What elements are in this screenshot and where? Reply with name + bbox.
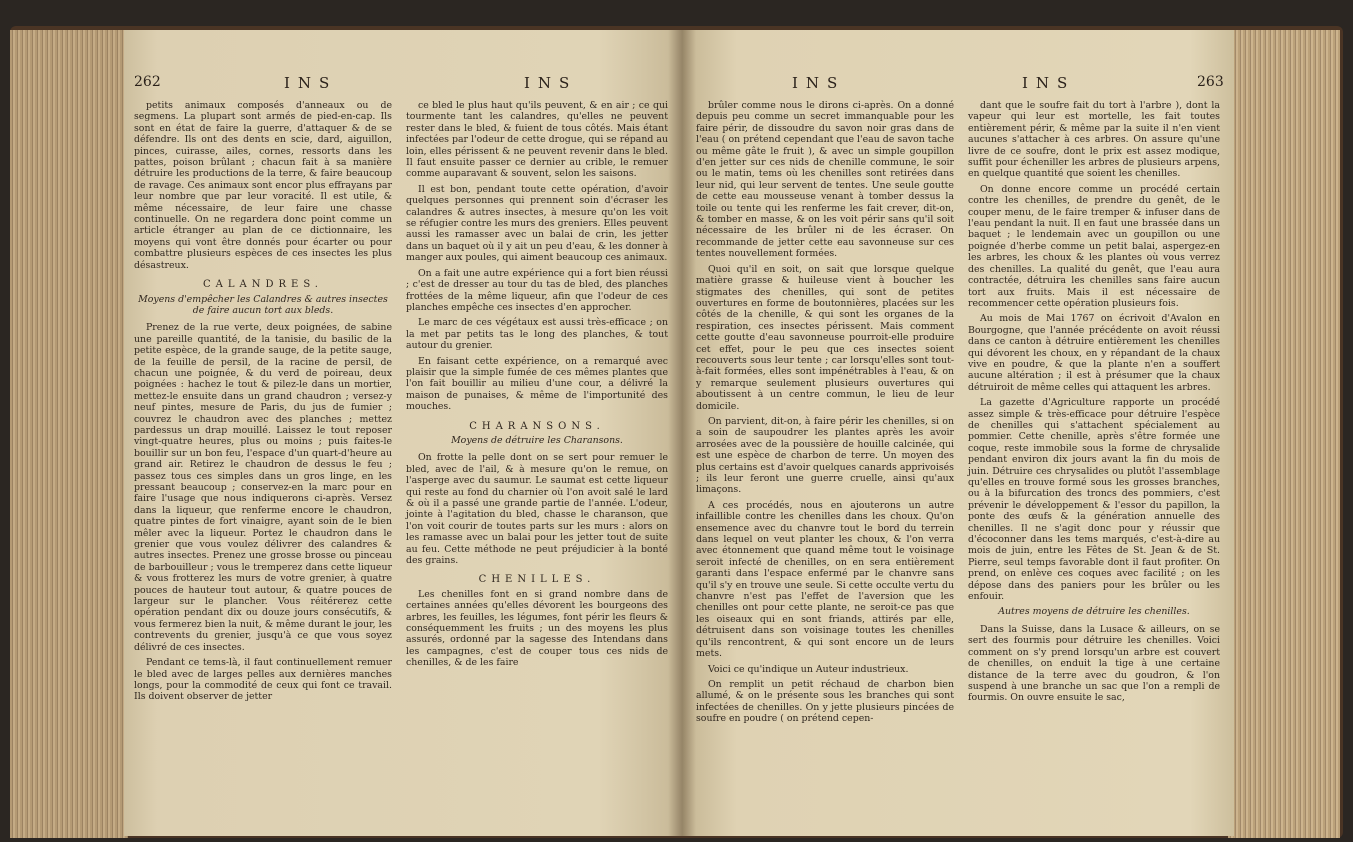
section-heading: CHENILLES. xyxy=(478,574,596,586)
running-head: INS xyxy=(792,74,846,92)
paragraph: Au mois de Mai 1767 on écrivoit d'Avalon en Bourgogne, que l'année précédente on avoit réussi dans ce canton à détruire entièrement les chenilles qui dévorent les choux, en y répandant de la chaux vive en poudre, & que la plante n'en a souffert aucune altération ; il est à présumer que la chaux détruiroit de même celles qui attaquent les arbres. xyxy=(968,313,1220,393)
paragraph: Les chenilles font en si grand nombre dans de certaines années qu'elles dévorent les bourgeons des arbres, les feuilles, les légumes, font périr les fleurs & conséquemment les fruits ; un des moyens les plus assurés, ordonné par la sagesse des Intendans dans les campagnes, c'est de couper tous ces nids de chenilles, & de les faire xyxy=(406,588,668,669)
paragraph: petits animaux composés d'anneaux ou de segmens. La plupart sont armés de pied-en-cap. Ils sont en état de faire la guerre, d'attaquer & de se défendre. Ils ont des dents en scie, dard, aiguillon, pinces, cuirasse, ailes, cornes, ressorts dans les pattes, poison brûlant ; chacun fait à sa manière détruire les productions de la terre, & faire beaucoup de ravage. Ces animaux sont encor plus effrayans par leur nombre que par leur voracité. Il est utile, & même nécessaire, de leur faire une chasse continuelle. On ne regardera donc point comme un article étranger au plan de ce dictionnaire, les moyens qui vont être donnés pour écarter ou pour combattre plusieurs espèces de ces insectes les plus désastreux. xyxy=(134,100,392,271)
text-column-1 xyxy=(134,100,392,707)
paragraph: Dans la Suisse, dans la Lusace & ailleurs, on se sert des fourmis pour détruire les chenilles. Voici comment on s'y prend lorsqu'un arbre est couvert de chenilles, on enduit la tige à une certaine distance de la terre avec du goudron, & l'on suspend à une branche un sac que l'on a rempli de fourmis. On ouvre ensuite le sac, xyxy=(968,623,1220,704)
running-head: INS xyxy=(284,74,338,92)
section-subtitle: Moyens de détruire les Charansons. xyxy=(451,434,623,446)
page-number: 262 xyxy=(134,74,161,90)
section-subtitle: Autres moyens de détruire les chenilles. xyxy=(998,606,1190,618)
paragraph: On a fait une autre expérience qui a fort bien réussi ; c'est de dresser au tour du tas de bled, des planches frottées de la même liqueur, afin que l'odeur de ces planches empêche ces insectes d'en approcher. xyxy=(406,267,668,313)
paragraph: brûler comme nous le dirons ci-après. On a donné depuis peu comme un secret immanquable pour les faire périr, de dissoudre du savon noir gras dans de l'eau ( on prétend cependant que l'eau de savon tache ou même gâte le fruit ), & avec un simple goupillon d'en jetter sur ces nids de chenille commune, le soir ou le matin, tems où les chenilles sont retirées dans leur nid, qui leur servent de tentes. Une seule goutte de cette eau mousseuse venant à tomber dessus la toile ou tente qui les renferme les fait crever, dit-on, & tomber en masse, & on les voit périr sans qu'il soit nécessaire de les brûler ni de les écraser. On recommande de jetter cette eau savonneuse sur ces tentes nouvellement formées. xyxy=(696,100,954,260)
paragraph: A ces procédés, nous en ajouterons un autre infaillible contre les chenilles dans les choux. Qu'on ensemence avec du chanvre tout le bord du terrein dans lequel on veut planter les choux, & l'on verra avec étonnement que quand même tout le voisinage seroit infecté de chenilles, on en sera entièrement garanti dans l'espace enfermé par le chanvre sans qu'il s'y en trouve une seule. Si cette occulte vertu du chanvre n'est pas l'effet de l'aversion que les chenilles ont pour cette plante, ne seroit-ce pas que les oiseaux qui en sont friands, attirés par elle, détruisent dans son voisinage toutes les chenilles qu'ils rencontrent, & qui sont encore un de leurs mets. xyxy=(696,499,954,660)
section-heading: CHARANSONS. xyxy=(469,420,605,432)
section-subtitle: Moyens d'empêcher les Calandres & autres insectes de faire aucun tort aux bleds. xyxy=(138,293,388,316)
left-page-edges xyxy=(10,30,128,838)
paragraph: Le marc de ces végétaux est aussi très-efficace ; on la met par petits tas le long des planches, & tout autour du grenier. xyxy=(406,317,668,352)
paragraph: On frotte la pelle dont on se sert pour remuer le bled, avec de l'ail, & à mesure qu'on le remue, on l'asperge avec du saumur. Le saumat est cette liqueur qui reste au fond du charnier où l'on avoit salé le lard & où il a passé une grande partie de l'année. L'odeur, jointe à l'agitation du bled, chasse le charanson, que l'on voit courir de toutes parts sur les murs : alors on les ramasse avec un balai pour les jetter tout de suite au feu. Cette méthode ne peut préjudicier à la bonté des grains. xyxy=(406,452,668,567)
paragraph: Il est bon, pendant toute cette opération, d'avoir quelques personnes qui prennent soin d'écraser les calandres & autres insectes, à mesure qu'on les voit se réfugier contre les murs des greniers. Elles peuvent aussi les ramasser avec un balai de crin, les jetter dans un baquet où il y ait un peu d'eau, & les donner à manger aux poules, qui aiment beaucoup ces animaux. xyxy=(406,183,668,264)
text-column-2 xyxy=(968,100,1220,708)
book-gutter xyxy=(668,30,696,836)
paragraph: ce bled le plus haut qu'ils peuvent, & en air ; ce qui tourmente tant les calandres, qu'elles ne peuvent rester dans le bled, & fuient de tous côtés. Mais étant infectées par l'odeur de cette drogue, qui se répand au loin, elles périssent & ne peuvent revenir dans le bled. Il faut ensuite passer ce dernier au crible, le remuer comme auparavant & souvent, selon les saisons. xyxy=(406,100,668,180)
left-page xyxy=(124,30,682,836)
right-page xyxy=(682,30,1234,836)
paragraph: dant que le soufre fait du tort à l'arbre ), dont la vapeur qui leur est mortelle, les fait toutes entièrement périr, & même par la suite il n'en vient aucunes s'attacher à ces arbres. On assure qu'une livre de ce soufre, dont le prix est assez modique, suffit pour écheniller les arbres de plusieurs arpens, en quelque quantité que soient les chenilles. xyxy=(968,100,1220,180)
page-number: 263 xyxy=(1197,74,1224,90)
paragraph: On donne encore comme un procédé certain contre les chenilles, de prendre du genêt, de le couper menu, de le faire tremper & infuser dans de l'eau pendant la nuit. Il en faut une brassée dans un baquet ; le lendemain avec un goupillon ou une poignée d'herbe comme un petit balai, aspergez-en les arbres, les choux & les plantes où vous verrez des chenilles. La qualité du genêt, que l'eau aura contractée, détruira les chenilles sans faire aucun tort aux fruits. Mais il est nécessaire de recommencer cette opération plusieurs fois. xyxy=(968,183,1220,309)
right-page-edges xyxy=(1228,30,1340,838)
section-heading: CALANDRES. xyxy=(202,279,323,291)
paragraph: Prenez de la rue verte, deux poignées, de sabine une pareille quantité, de la tanisie, du basilic de la petite espèce, de la grande sauge, de la petite sauge, de la feuille de persil, de la racine de persil, de chacun une poignée, & du verd de poireau, deux poignées : hachez le tout & pilez-le dans un mortier, mettez-le ensuite dans un grand chaudron ; versez-y neuf pintes, mesure de Paris, du jus de fumier ; couvrez le chaudron avec des planches ; mettez pardessus un drap mouillé. Laissez le tout reposer vingt-quatre heures, plus ou moins ; puis faites-le bouillir sur un bon feu, l'espace d'un quart-d'heure au grand air. Retirez le chaudron de dessus le feu ; passez tous ces simples dans un gros linge, en les pressant beaucoup ; conservez-en la marc pour en faire l'usage que nous indiquerons ci-après. Versez dans la liqueur, que renferme encore le chaudron, quatre pintes de fort vinaigre, ayant soin de le bien mêler avec la liqueur. Portez le chaudron dans le grenier que vous voulez délivrer des calandres & autres insectes. Prenez une grosse brosse ou pinceau de barbouilleur ; vous le tremperez dans cette liqueur & vous frotterez les murs de votre grenier, à quatre pouces de hauteur tout autour, & quatre pouces de largeur sur le plancher. Vous réitérerez cette opération pendant dix ou douze jours consécutifs, & vous fermerez bien la nuit, & même durant le jour, les contrevents du grenier, jusqu'à ce que vous soyez délivré de ces insectes. xyxy=(134,322,392,653)
paragraph: La gazette d'Agriculture rapporte un procédé assez simple & très-efficace pour détruire l'espèce de chenilles qui s'attachent spécialement au pommier. Cette chenille, après s'être formée une coque, reste immobile sous la forme de chrysalide pendant environ dix jours avant la fin du mois de juin. Détruire ces chrysalides ou plutôt l'assemblage qu'elles en trouve formé sous les grosses branches, ou à la bifurcation des troncs des pommiers, c'est prévenir le développement & l'essor du papillon, la ponte des œufs & la génération annuelle des chenilles. Il ne s'agit donc pour y réussir que d'écoconner dans les tems marqués, c'est-à-dire au mois de juin, entre les Fêtes de St. Jean & de St. Pierre, seul temps favorable dont il faut profiter. On prend, on enlève ces coques avec facilité ; on les dépose dans des paniers pour les brûler ou les enfouir. xyxy=(968,397,1220,603)
paragraph: On parvient, dit-on, à faire périr les chenilles, si on a soin de saupoudrer les plantes après les avoir arrosées avec de la poussière de houille calcinée, qui est une espèce de charbon de terre. Un moyen des plus certains est d'avoir quelques canards apprivoisés ; ils leur feront une guerre cruelle, ainsi qu'aux limaçons. xyxy=(696,415,954,496)
paragraph: Voici ce qu'indique un Auteur industrieux. xyxy=(708,663,909,675)
paragraph: On remplit un petit réchaud de charbon bien allumé, & on le présente sous les branches qui sont infectées de chenilles. On y jette plusieurs pincées de soufre en poudre ( on prétend cepen- xyxy=(696,678,954,725)
paragraph: En faisant cette expérience, on a remarqué avec plaisir que la simple fumée de ces mêmes plantes que l'on fait bouillir au milieu d'une cour, a délivré la maison de punaises, & même de l'importunité des mouches. xyxy=(406,355,668,413)
running-head: INS xyxy=(524,74,578,92)
text-column-1 xyxy=(696,100,954,729)
running-head: INS xyxy=(1022,74,1076,92)
paragraph: Pendant ce tems-là, il faut continuellement remuer le bled avec de larges pelles aux dernières manches longs, pour la commodité de ceux qui font ce travail. Ils doivent observer de jetter xyxy=(134,657,392,703)
paragraph: Quoi qu'il en soit, on sait que lorsque quelque matière grasse & huileuse vient à boucher les stigmates des chenilles, qui sont de petites ouvertures en forme de boutonnières, placées sur les côtés de la chenille, & qui sont les organes de la respiration, ces insectes périssent. Mais comment cette goutte d'eau savonneuse pourroit-elle produire cet effet, pour le peu que ces insectes soient recouverts sous leur tente ; car lorsqu'elles sont tout-à-fait formées, elles sont impénétrables à l'eau, & on y remarque seulement plusieurs ouvertures qui aboutissent à un centre commun, le lieu de leur domicile. xyxy=(696,263,954,412)
text-column-2 xyxy=(406,100,668,673)
